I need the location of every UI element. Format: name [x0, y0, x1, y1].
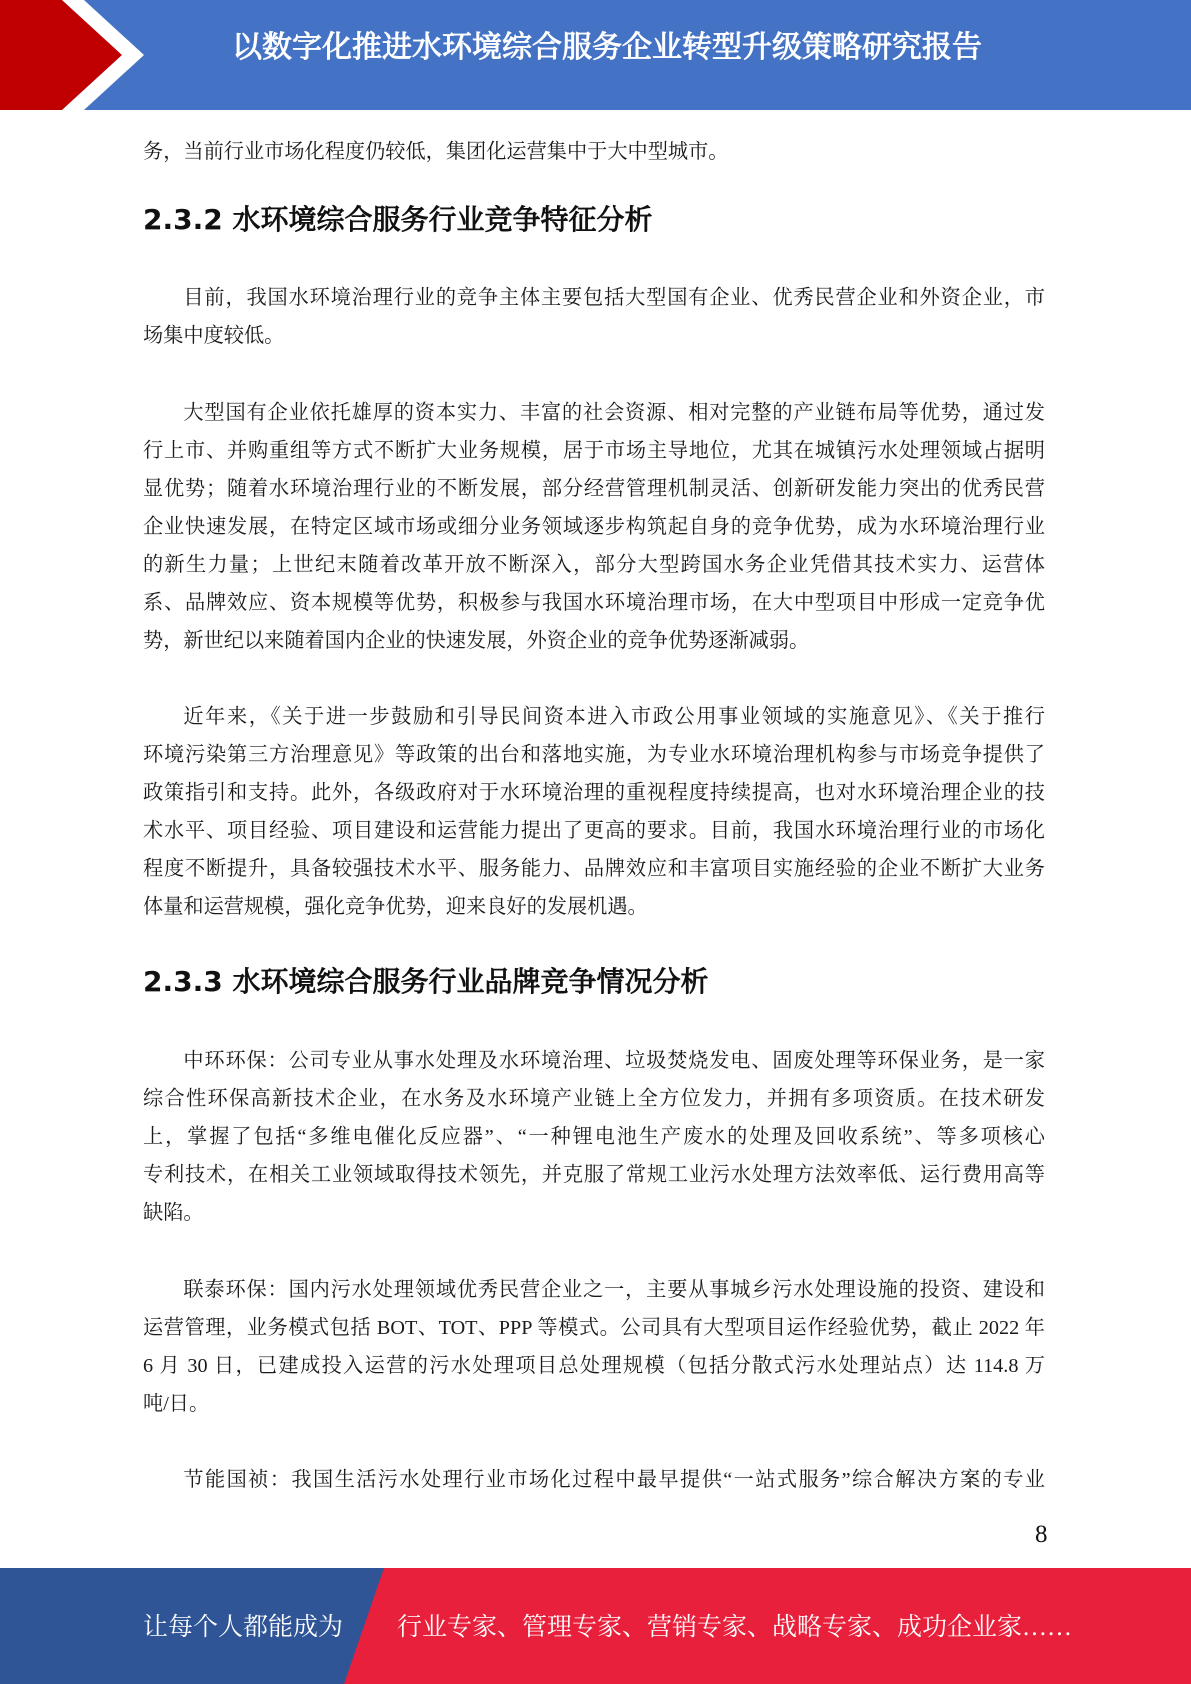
paragraph-line: 系、品牌效应、资本规模等优势，积极参与我国水环境治理市场，在大中型项目中形成一定竞争优: [143, 592, 1045, 614]
paragraph-line: 体量和运营规模，强化竞争优势，迎来良好的发展机遇。: [143, 896, 648, 918]
paragraph: [143, 1042, 1045, 1232]
paragraph-line: 务，当前行业市场化程度仍较低，集团化运营集中于大中型城市。: [143, 141, 729, 163]
paragraph: [143, 279, 1045, 355]
paragraph: [143, 1461, 1045, 1499]
paragraph-line: 中环环保：公司专业从事水处理及水环境治理、垃圾焚烧发电、固废处理等环保业务，是一家: [183, 1050, 1045, 1072]
paragraph-line: 联泰环保：国内污水处理领域优秀民营企业之一，主要从事城乡污水处理设施的投资、建设和: [183, 1279, 1045, 1301]
page-number: 8: [1035, 1521, 1048, 1548]
footer-slogan-roles: 行业专家、管理专家、营销专家、战略专家、成功企业家……: [397, 1614, 1073, 1641]
paragraph: [143, 698, 1045, 926]
paragraph-line: 程度不断提升，具备较强技术水平、服务能力、品牌效应和丰富项目实施经验的企业不断扩大业务: [143, 858, 1045, 880]
paragraph-line: 缺陷。: [143, 1202, 204, 1224]
report-title: 以数字化推进水环境综合服务企业转型升级策略研究报告: [232, 30, 982, 65]
section-heading-2-3-2: 2.3.2 水环境综合服务行业竞争特征分析: [143, 203, 653, 236]
paragraph-line: 的新生力量；上世纪末随着改革开放不断深入，部分大型跨国水务企业凭借其技术实力、运营体: [143, 554, 1045, 576]
paragraph-line: 显优势；随着水环境治理行业的不断发展，部分经营管理机制灵活、创新研发能力突出的优秀民营: [143, 478, 1045, 500]
paragraph-line: 专利技术，在相关工业领域取得技术领先，并克服了常规工业污水处理方法效率低、运行费用高等: [143, 1164, 1045, 1186]
paragraph-line: 政策指引和支持。此外，各级政府对于水环境治理的重视程度持续提高，也对水环境治理企业的技: [143, 782, 1045, 804]
carryover-paragraph: [143, 133, 1045, 171]
paragraph-line: 综合性环保高新技术企业，在水务及水环境产业链上全方位发力，并拥有多项资质。在技术研发: [143, 1088, 1045, 1110]
paragraph-line: 上，掌握了包括“多维电催化反应器”、“一种锂电池生产废水的处理及回收系统”、等多项核心: [143, 1126, 1045, 1148]
footer-slogan-lead: 让每个人都能成为: [143, 1614, 344, 1641]
paragraph: [143, 1271, 1045, 1423]
paragraph-line: 行上市、并购重组等方式不断扩大业务规模，居于市场主导地位，尤其在城镇污水处理领域占据明: [143, 440, 1045, 462]
paragraph-line: 吨/日。: [143, 1393, 210, 1415]
paragraph-line: 企业快速发展，在特定区域市场或细分业务领域逐步构筑起自身的竞争优势，成为水环境治理行业: [143, 516, 1045, 538]
paragraph-line: 运营管理，业务模式包括 BOT、TOT、PPP 等模式。公司具有大型项目运作经验优势，截止 2022 年: [143, 1317, 1045, 1339]
paragraph-line: 大型国有企业依托雄厚的资本实力、丰富的社会资源、相对完整的产业链布局等优势，通过发: [183, 402, 1045, 424]
paragraph-line: 势，新世纪以来随着国内企业的快速发展，外资企业的竞争优势逐渐减弱。: [143, 630, 810, 652]
footer-banner: [0, 1568, 1191, 1684]
paragraph-line: 6 月 30 日，已建成投入运营的污水处理项目总处理规模（包括分散式污水处理站点）达 114.8 万: [143, 1355, 1045, 1377]
section-heading-2-3-3: 2.3.3 水环境综合服务行业品牌竞争情况分析: [143, 965, 709, 998]
paragraph-line: 节能国祯：我国生活污水处理行业市场化过程中最早提供“一站式服务”综合解决方案的专业: [183, 1469, 1045, 1491]
paragraph-line: 环境污染第三方治理意见》等政策的出台和落地实施，为专业水环境治理机构参与市场竞争提供了: [143, 744, 1045, 766]
paragraph-line: 场集中度较低。: [143, 325, 285, 347]
paragraph-line: 近年来，《关于进一步鼓励和引导民间资本进入市政公用事业领域的实施意见》、《关于推行: [183, 706, 1045, 728]
paragraph: [143, 394, 1045, 660]
header-banner: [0, 0, 1191, 110]
paragraph-line: 术水平、项目经验、项目建设和运营能力提出了更高的要求。目前，我国水环境治理行业的市场化: [143, 820, 1045, 842]
paragraph-line: 目前，我国水环境治理行业的竞争主体主要包括大型国有企业、优秀民营企业和外资企业，市: [183, 287, 1045, 309]
